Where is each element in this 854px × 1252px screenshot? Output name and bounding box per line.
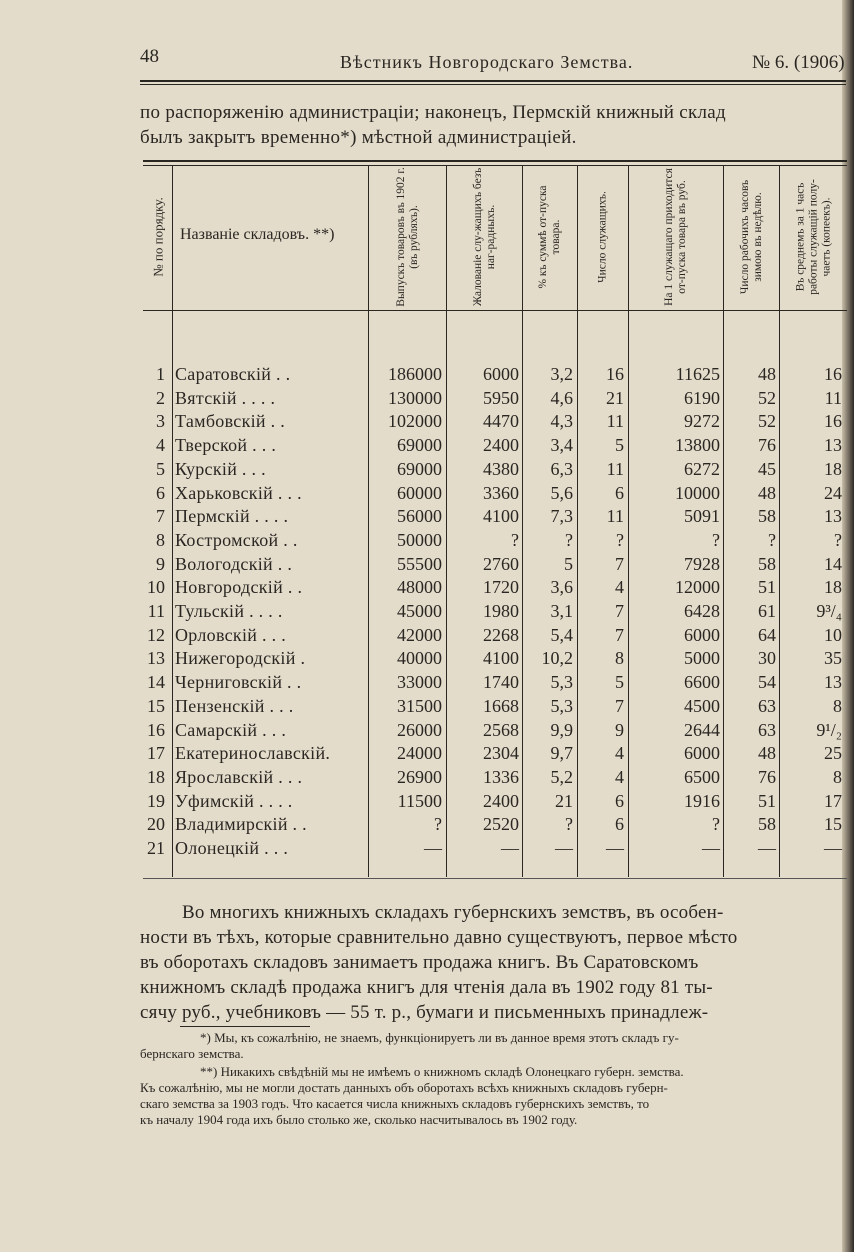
cell-sales: 26900 — [397, 766, 442, 787]
cell-per-employee: 6500 — [684, 766, 720, 787]
cell-salary: 2400 — [483, 435, 519, 456]
cell-salary: 6000 — [483, 364, 519, 384]
cell-staff: 4 — [615, 743, 624, 764]
cell-number: 9 — [156, 553, 165, 574]
cell-salary: 3360 — [483, 482, 519, 503]
cell-pay-hour: 15 — [824, 814, 842, 835]
cell-number: 20 — [147, 814, 165, 835]
cell-staff: 16 — [606, 364, 624, 384]
cell-salary: — — [501, 838, 519, 858]
cell-salary: 2520 — [483, 814, 519, 835]
text-line: сячу руб., учебниковъ — 55 т. р., бумаги и письменныхъ принадлеж- — [140, 1002, 709, 1023]
cell-pay-hour: 16 — [824, 364, 842, 384]
cell-name: Саратовскій . . — [175, 364, 291, 384]
cell-per-employee: 10000 — [675, 482, 720, 503]
cell-per-employee: — — [702, 838, 720, 858]
cell-number: 5 — [156, 458, 165, 479]
cell-percent: 3,1 — [550, 601, 573, 621]
cell-name: Тамбовскій . . — [175, 411, 286, 432]
cell-name: Самарскій . . . — [175, 719, 287, 740]
cell-sales: 31500 — [397, 695, 442, 716]
cell-sales: ? — [434, 814, 442, 835]
cell-per-employee: 9272 — [684, 411, 720, 432]
cell-pay-hour: 16 — [824, 411, 842, 432]
table-bottom-rule — [143, 878, 847, 879]
cell-staff: 9 — [615, 719, 624, 740]
cell-per-employee: 5000 — [684, 648, 720, 669]
cell-hours: 45 — [758, 458, 776, 479]
cell-staff: 11 — [606, 411, 624, 432]
header-cell-hours — [724, 166, 779, 308]
cell-staff: ? — [616, 529, 624, 550]
cell-percent: 4,6 — [550, 387, 573, 408]
cell-name: Нижегородскій . — [175, 648, 306, 669]
cell-sales: 56000 — [397, 506, 442, 527]
cell-per-employee: 12000 — [675, 577, 720, 598]
cell-name: Вологодскій . . — [175, 553, 293, 574]
cell-sales: 42000 — [397, 624, 442, 645]
cell-percent: 10,2 — [541, 648, 573, 669]
cell-name: Тверской . . . — [175, 435, 277, 456]
cell-sales: 60000 — [397, 482, 442, 503]
text-line: книжномъ складѣ продажа книгъ для чтенія дала въ 1902 году 81 ты- — [140, 977, 713, 998]
header-sales-text: Выпускъ товаровъ въ 1902 г. (въ рубляхъ). — [394, 167, 420, 307]
cell-name: Вятскій . . . . — [175, 387, 276, 408]
cell-pay-hour: 13 — [824, 506, 842, 527]
header-staff-text: Число служащихъ. — [596, 191, 609, 283]
cell-number: 4 — [156, 435, 165, 456]
header-cell-staff — [578, 166, 628, 308]
cell-hours: 58 — [758, 553, 776, 574]
cell-number: 19 — [147, 790, 165, 811]
cell-name: Ярославскій . . . — [175, 766, 303, 787]
cell-sales: 33000 — [397, 672, 442, 693]
cell-percent: 9,7 — [550, 743, 573, 764]
cell-hours: 52 — [758, 411, 776, 432]
cell-pay-hour: 8 — [833, 766, 842, 787]
footnote-line: бернскаго земства. — [140, 1046, 244, 1061]
footnote-2 — [140, 1064, 852, 1128]
header-number-text: № по порядку. — [150, 197, 165, 277]
table-header-separator — [143, 310, 847, 311]
cell-staff: 21 — [606, 387, 624, 408]
cell-staff: 6 — [615, 790, 624, 811]
cell-hours: 76 — [758, 435, 776, 456]
cell-percent: 9,9 — [550, 719, 573, 740]
cell-salary: 4100 — [483, 648, 519, 669]
cell-percent: 3,6 — [550, 577, 573, 598]
cell-hours: — — [758, 838, 776, 858]
cell-per-employee: 6272 — [684, 458, 720, 479]
cell-per-employee: 13800 — [675, 435, 720, 456]
cell-name: Новгородскій . . — [175, 577, 303, 598]
text-line: ности въ тѣхъ, которые сравнительно давно существуютъ, первое мѣсто — [140, 927, 738, 948]
cell-sales: 48000 — [397, 577, 442, 598]
cell-sales: 102000 — [388, 411, 442, 432]
cell-sales: 186000 — [388, 364, 442, 384]
cell-per-employee: 7928 — [684, 553, 720, 574]
header-pay-hour-text: Въ среднемъ за 1 часъ работы служащій полу-чаетъ (копеекъ). — [794, 179, 832, 295]
cell-percent: ? — [565, 814, 573, 835]
header-cell-pay-hour — [780, 166, 847, 308]
cell-number: 8 — [156, 529, 165, 550]
cell-percent: 4,3 — [550, 411, 573, 432]
cell-percent: ? — [565, 529, 573, 550]
cell-percent: 5,3 — [550, 695, 573, 716]
cell-salary: 1720 — [483, 577, 519, 598]
cell-per-employee: 1916 — [684, 790, 720, 811]
cell-per-employee: 6600 — [684, 672, 720, 693]
cell-staff: 4 — [615, 766, 624, 787]
cell-staff: 7 — [615, 553, 624, 574]
cell-staff: 11 — [606, 506, 624, 527]
cell-number: 1 — [156, 364, 165, 384]
cell-per-employee: 4500 — [684, 695, 720, 716]
cell-sales: 130000 — [388, 387, 442, 408]
cell-salary: 2268 — [483, 624, 519, 645]
text-line: былъ закрытъ временно*) мѣстной администраціей. — [140, 127, 577, 148]
cell-hours: 51 — [758, 790, 776, 811]
cell-sales: 45000 — [397, 601, 442, 621]
cell-hours: 54 — [758, 672, 776, 693]
footnote-line: **) Никакихъ свѣдѣній мы не имѣемъ о книжномъ складѣ Олонецкаго губерн. земства. — [200, 1064, 684, 1079]
intro-paragraph — [140, 100, 852, 150]
cell-staff: — — [606, 838, 624, 858]
cell-number: 3 — [156, 411, 165, 432]
cell-salary: 4380 — [483, 458, 519, 479]
cell-hours: 48 — [758, 364, 776, 384]
header-cell-name: Названіе складовъ. **) — [180, 226, 335, 243]
journal-title: Вѣстникъ Новгородскаго Земства. — [340, 52, 634, 72]
page-number: 48 — [140, 46, 159, 67]
footnote-line: скаго земства за 1903 годъ. Что касается числа книжныхъ складовъ губернскихъ земствъ, то — [140, 1096, 650, 1111]
cell-staff: 7 — [615, 624, 624, 645]
cell-salary: 2304 — [483, 743, 519, 764]
cell-pay-hour: 14 — [824, 553, 842, 574]
cell-hours: ? — [768, 529, 776, 550]
cell-number: 14 — [147, 672, 165, 693]
cell-per-employee: 6000 — [684, 624, 720, 645]
cell-number: 12 — [147, 624, 165, 645]
cell-hours: 30 — [758, 648, 776, 669]
cell-sales: 24000 — [397, 743, 442, 764]
cell-name: Курскій . . . — [175, 458, 266, 479]
footnote-line: *) Мы, къ сожалѣнію, не знаемъ, функціонируетъ ли въ данное время этотъ складъ гу- — [200, 1030, 679, 1045]
cell-salary: 1668 — [483, 695, 519, 716]
cell-salary: 5950 — [483, 387, 519, 408]
cell-pay-hour: 13 — [824, 672, 842, 693]
cell-number: 6 — [156, 482, 165, 503]
cell-name: Олонецкій . . . — [175, 838, 289, 858]
cell-pay-hour: 9¹/₂ — [816, 719, 842, 740]
cell-salary: 1336 — [483, 766, 519, 787]
cell-pay-hour: 17 — [824, 790, 842, 811]
header-cell-percent — [523, 166, 577, 308]
cell-salary: 2760 — [483, 553, 519, 574]
cell-per-employee: 6428 — [684, 601, 720, 621]
cell-percent: 5 — [564, 553, 573, 574]
table-top-rule — [143, 160, 847, 162]
footnote-1 — [140, 1030, 852, 1062]
cell-number: 13 — [147, 648, 165, 669]
cell-per-employee: 2644 — [684, 719, 720, 740]
cell-hours: 63 — [758, 719, 776, 740]
cell-number: 21 — [147, 838, 165, 858]
header-rule — [140, 80, 846, 82]
cell-pay-hour: 25 — [824, 743, 842, 764]
cell-staff: 7 — [615, 601, 624, 621]
cell-hours: 63 — [758, 695, 776, 716]
header-cell-sales — [369, 166, 446, 308]
header-cell-per-employee — [629, 166, 723, 308]
cell-salary: ? — [511, 529, 519, 550]
cell-sales: 26000 — [397, 719, 442, 740]
cell-percent: 7,3 — [550, 506, 573, 527]
cell-staff: 5 — [615, 435, 624, 456]
cell-number: 7 — [156, 506, 165, 527]
cell-pay-hour: ? — [834, 529, 842, 550]
header-cell-number — [143, 166, 172, 308]
cell-per-employee: ? — [712, 814, 720, 835]
cell-pay-hour: — — [824, 838, 842, 858]
cell-name: Пермскій . . . . — [175, 506, 289, 527]
cell-percent: 5,4 — [550, 624, 573, 645]
footnote-line: Къ сожалѣнію, мы не могли достать данныхъ объ оборотахъ всѣхъ книжныхъ складовъ губерн- — [140, 1080, 668, 1095]
cell-hours: 61 — [758, 601, 776, 621]
cell-number: 16 — [147, 719, 165, 740]
cell-pay-hour: 11 — [824, 387, 842, 408]
cell-name: Черниговскій . . — [175, 672, 302, 693]
header-percent-text: % къ суммѣ от-пуска товара. — [537, 185, 562, 289]
cell-staff: 5 — [615, 672, 624, 693]
cell-staff: 7 — [615, 695, 624, 716]
running-header — [140, 46, 846, 76]
cell-pay-hour: 9³/₄ — [816, 601, 842, 621]
cell-pay-hour: 13 — [824, 435, 842, 456]
cell-name: Тульскій . . . . — [175, 601, 283, 621]
cell-staff: 11 — [606, 458, 624, 479]
cell-name: Владимирскій . . — [175, 814, 307, 835]
cell-salary: 2568 — [483, 719, 519, 740]
cell-sales: 40000 — [397, 648, 442, 669]
cell-number: 10 — [147, 577, 165, 598]
cell-number: 17 — [147, 743, 165, 764]
cell-sales: 55500 — [397, 553, 442, 574]
cell-hours: 48 — [758, 482, 776, 503]
issue-number: № 6. (1906) — [752, 52, 845, 73]
cell-number: 11 — [147, 601, 165, 621]
cell-name: Екатеринославскій. — [175, 743, 331, 764]
cell-sales: 50000 — [397, 529, 442, 550]
cell-staff: 6 — [615, 814, 624, 835]
cell-sales: 69000 — [397, 458, 442, 479]
cell-percent: 21 — [555, 790, 573, 811]
cell-staff: 6 — [615, 482, 624, 503]
cell-number: 2 — [156, 387, 165, 408]
cell-percent: 3,2 — [550, 364, 573, 384]
header-cell-salary — [447, 166, 522, 308]
footnote-separator — [180, 1026, 310, 1027]
cell-pay-hour: 18 — [824, 458, 842, 479]
cell-number: 18 — [147, 766, 165, 787]
header-rule-thin — [140, 84, 846, 85]
cell-per-employee: 6190 — [684, 387, 720, 408]
cell-name: Пензенскій . . . — [175, 695, 294, 716]
cell-name: Костромской . . — [175, 529, 298, 550]
cell-salary: 1980 — [483, 601, 519, 621]
cell-salary: 4100 — [483, 506, 519, 527]
header-salary-text: Жалованіе слу-жащихъ безъ наг-радныхъ. — [471, 167, 497, 307]
text-line: въ оборотахъ складовъ занимаетъ продажа книгъ. Въ Саратовскомъ — [140, 952, 699, 973]
body-paragraph — [140, 900, 852, 1025]
footnote-line: къ началу 1904 года ихъ было столько же, сколько насчитывалось въ 1902 году. — [140, 1112, 578, 1127]
cell-percent: 3,4 — [550, 435, 573, 456]
text-line: по распоряженію администраціи; наконецъ, Пермскій книжный склад — [140, 102, 726, 123]
cell-pay-hour: 18 — [824, 577, 842, 598]
cell-hours: 58 — [758, 506, 776, 527]
cell-hours: 51 — [758, 577, 776, 598]
cell-percent: 5,3 — [550, 672, 573, 693]
cell-hours: 64 — [758, 624, 776, 645]
cell-percent: 5,2 — [550, 766, 573, 787]
cell-staff: 4 — [615, 577, 624, 598]
cell-name: Харьковскій . . . — [175, 482, 302, 503]
cell-sales: 69000 — [397, 435, 442, 456]
cell-pay-hour: 8 — [833, 695, 842, 716]
text-line: Во многихъ книжныхъ складахъ губернскихъ земствъ, въ особен- — [182, 902, 724, 923]
cell-per-employee: 5091 — [684, 506, 720, 527]
cell-percent: 6,3 — [550, 458, 573, 479]
cell-hours: 76 — [758, 766, 776, 787]
cell-number: 15 — [147, 695, 165, 716]
column-divider — [172, 165, 173, 877]
cell-per-employee: 11625 — [675, 364, 720, 384]
cell-sales: 11500 — [397, 790, 442, 811]
cell-hours: 58 — [758, 814, 776, 835]
cell-salary: 2400 — [483, 790, 519, 811]
cell-hours: 52 — [758, 387, 776, 408]
cell-per-employee: ? — [712, 529, 720, 550]
cell-pay-hour: 35 — [824, 648, 842, 669]
header-per-employee-text: На 1 служащаго приходится от-пуска товара въ руб. — [663, 168, 688, 306]
cell-percent: — — [555, 838, 573, 858]
cell-staff: 8 — [615, 648, 624, 669]
cell-pay-hour: 10 — [824, 624, 842, 645]
cell-pay-hour: 24 — [824, 482, 842, 503]
cell-hours: 48 — [758, 743, 776, 764]
cell-name: Орловскій . . . — [175, 624, 287, 645]
cell-salary: 1740 — [483, 672, 519, 693]
cell-percent: 5,6 — [550, 482, 573, 503]
cell-per-employee: 6000 — [684, 743, 720, 764]
cell-salary: 4470 — [483, 411, 519, 432]
cell-name: Уфимскій . . . . — [175, 790, 293, 811]
header-hours-text: Число рабочихъ часовъ зимою въ недѣлю. — [738, 179, 764, 295]
cell-sales: — — [424, 838, 442, 858]
